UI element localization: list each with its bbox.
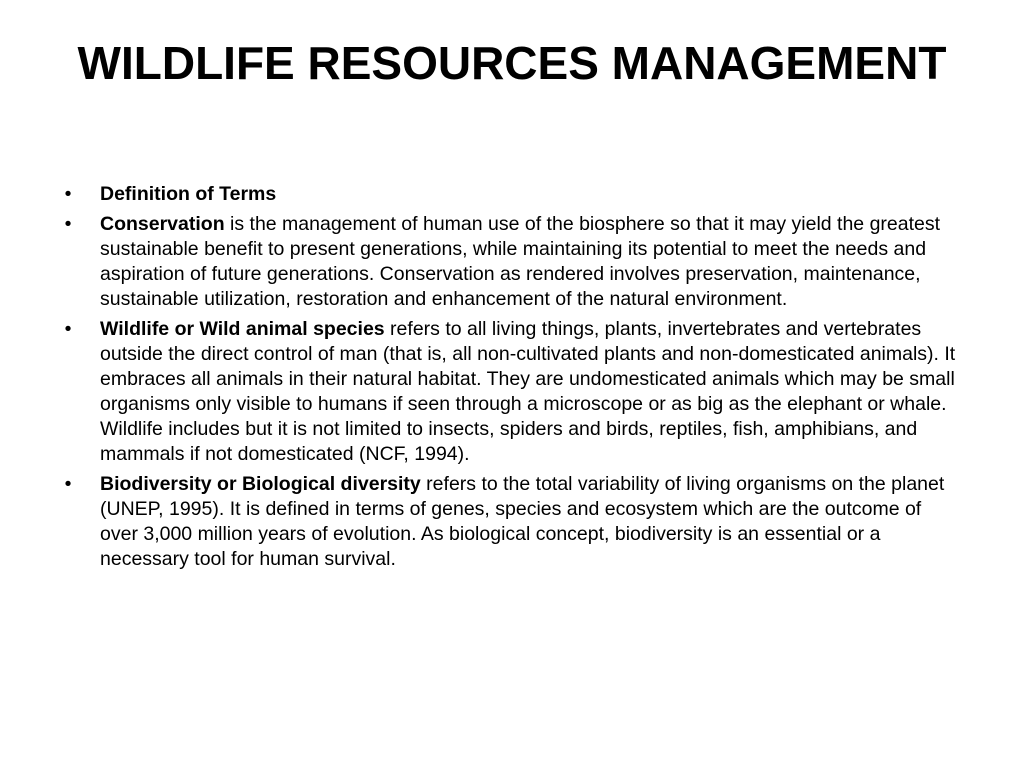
- bullet-term: Definition of Terms: [100, 183, 277, 205]
- bullet-item-wildlife: [58, 317, 958, 467]
- bullet-text: refers to all living things, plants, invertebrates and vertebrates outside the direct control of man (that is, all non-cultivated plants and non-domesticated animals). It embraces all animals in their natural habitat. They are undomesticated animals which may be small organisms only visible to humans if seen through a microscope or as big as the elephant or whale. Wildlife includes but it is not limited to insects, spiders and birds, reptiles, fish, amphibians, and mammals if not domesticated (NCF, 1994).: [100, 318, 956, 465]
- bullet-item-definition-of-terms: [58, 182, 958, 207]
- bullet-text: is the management of human use of the biosphere so that it may yield the greatest sustainable benefit to present generations, while maintaining its potential to meet the needs and aspiration of future generations. Conservation as rendered involves preservation, maintenance, sustainable utilization, restoration and enhancement of the natural environment.: [100, 213, 941, 310]
- bullet-term: Wildlife or Wild animal species: [100, 318, 385, 340]
- slide-body: [58, 182, 958, 577]
- slide-title: WILDLIFE RESOURCES MANAGEMENT: [77, 37, 947, 89]
- bullet-item-biodiversity: [58, 472, 958, 572]
- bullet-icon: •: [64, 183, 72, 205]
- bullet-text: refers to the total variability of living organisms on the planet (UNEP, 1995). It is defined in terms of genes, species and ecosystem which are the outcome of over 3,000 million years of evolution. As biological concept, biodiversity is an essential or a necessary tool for human survival.: [100, 473, 945, 570]
- bullet-list: [58, 182, 958, 572]
- bullet-term: Biodiversity or Biological diversity: [100, 473, 421, 495]
- bullet-icon: •: [64, 318, 72, 340]
- bullet-term: Conservation: [100, 213, 225, 235]
- bullet-item-conservation: [58, 212, 958, 312]
- bullet-icon: •: [64, 473, 72, 495]
- bullet-icon: •: [64, 213, 72, 235]
